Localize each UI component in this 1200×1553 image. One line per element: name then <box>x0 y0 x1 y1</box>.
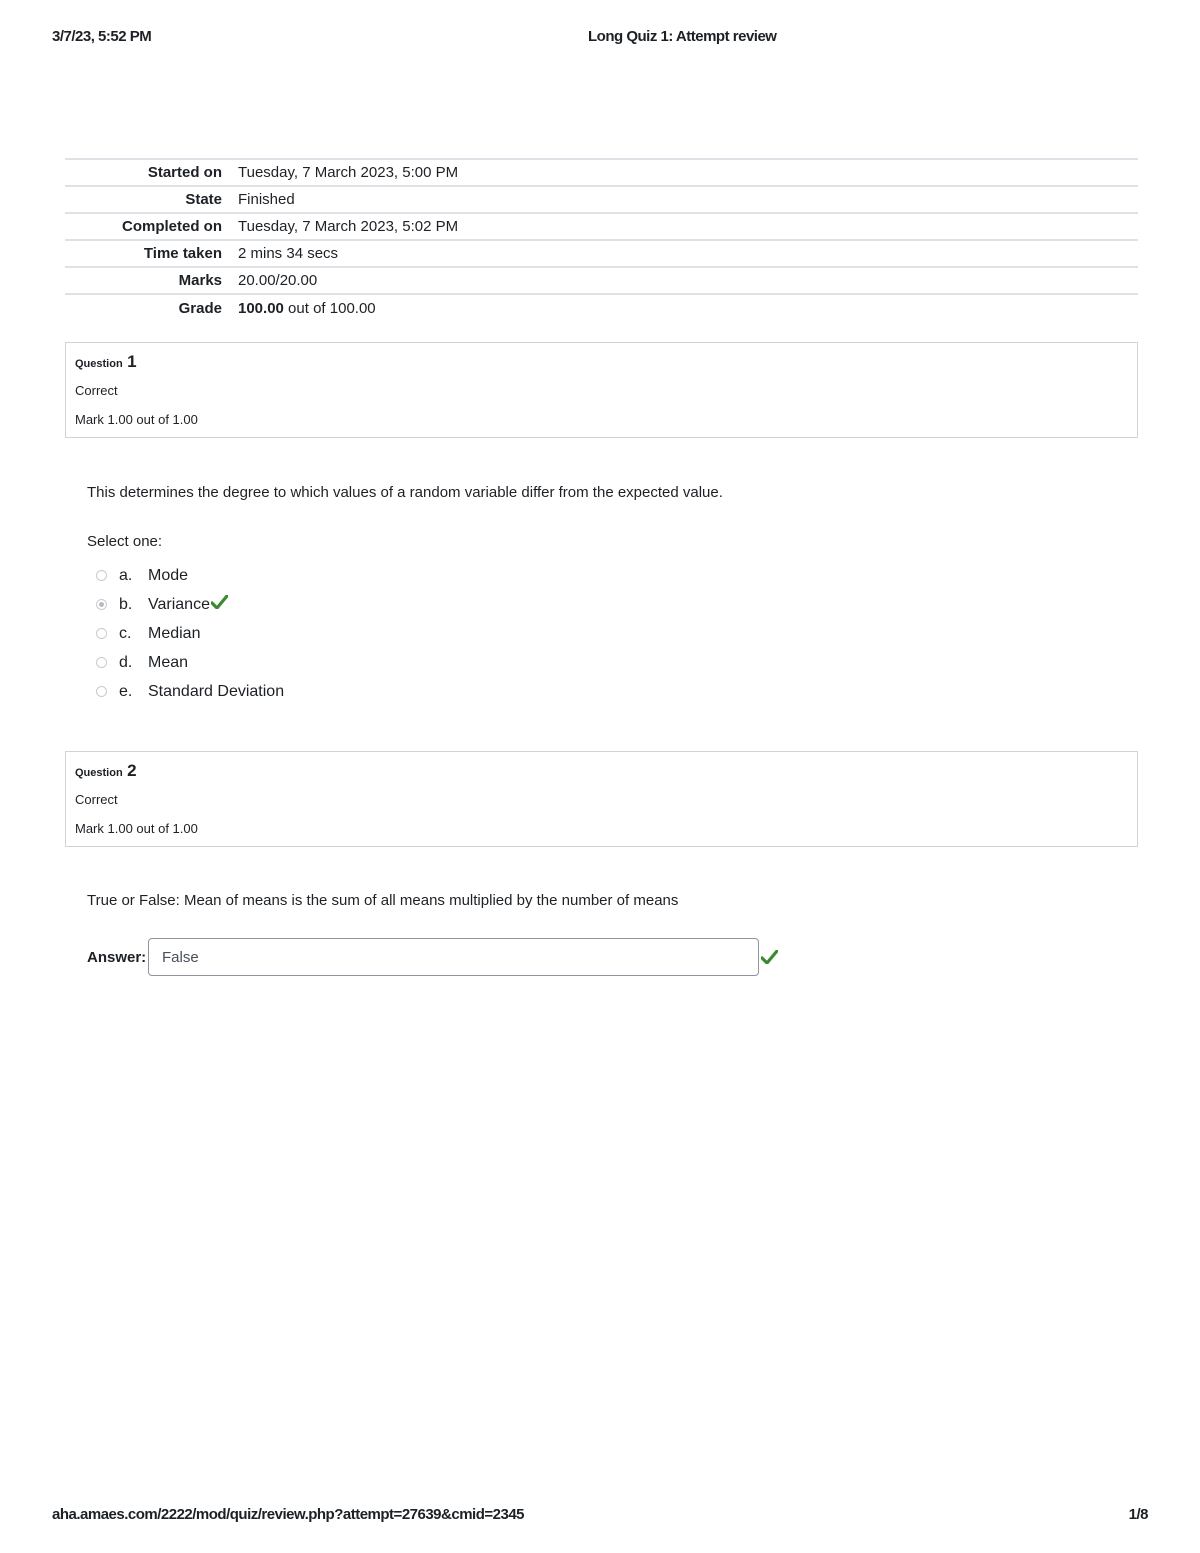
summary-row-marks <box>65 267 1138 294</box>
question-number <box>75 352 137 372</box>
summary-row-started <box>65 159 1138 186</box>
summary-value: 20.00/20.00 <box>238 272 318 289</box>
option-letter: d. <box>119 653 133 671</box>
select-one-prompt: Select one: <box>87 533 163 550</box>
summary-value: 2 mins 34 secs <box>238 245 339 262</box>
question-label: Question <box>75 767 123 779</box>
option-e[interactable] <box>96 677 284 706</box>
summary-value: Tuesday, 7 March 2023, 5:00 PM <box>238 164 459 181</box>
radio-button[interactable] <box>96 657 107 668</box>
question-text-2: True or False: Mean of means is the sum of all means multiplied by the number of means <box>87 892 679 909</box>
attempt-summary-table <box>65 158 1138 321</box>
option-d[interactable] <box>96 648 284 677</box>
option-text: Variance <box>148 595 210 613</box>
check-icon <box>761 950 778 964</box>
option-b[interactable] <box>96 590 284 619</box>
radio-button[interactable] <box>96 628 107 639</box>
radio-button[interactable] <box>96 570 107 581</box>
radio-button[interactable] <box>96 686 107 697</box>
question-mark: Mark 1.00 out of 1.00 <box>75 821 198 836</box>
print-header <box>52 28 1148 48</box>
summary-label: Time taken <box>143 245 222 262</box>
answer-input[interactable] <box>148 938 759 976</box>
summary-value: Finished <box>238 191 295 208</box>
summary-label: State <box>185 191 222 208</box>
answer-label: Answer: <box>87 949 147 966</box>
summary-row-grade <box>65 294 1138 321</box>
option-letter: a. <box>119 566 133 584</box>
summary-label: Started on <box>147 164 222 181</box>
question-num: 1 <box>127 352 137 371</box>
page-number: 1/8 <box>1128 1506 1148 1523</box>
radio-button-selected[interactable] <box>96 599 107 610</box>
question-mark: Mark 1.00 out of 1.00 <box>75 412 198 427</box>
print-footer <box>52 1506 1148 1526</box>
question-num: 2 <box>127 761 137 780</box>
option-c[interactable] <box>96 619 284 648</box>
grade-out-of: out of 100.00 <box>283 299 376 317</box>
print-date: 3/7/23, 5:52 PM <box>52 28 152 45</box>
answer-options <box>96 561 284 706</box>
question-state: Correct <box>75 383 118 398</box>
summary-value <box>236 294 1138 321</box>
option-letter: b. <box>119 595 133 613</box>
summary-label: Grade <box>178 299 222 317</box>
option-text: Mean <box>148 653 189 671</box>
print-title: Long Quiz 1: Attempt review <box>588 28 777 45</box>
grade-score: 100.00 <box>238 299 284 317</box>
summary-label: Completed on <box>122 218 222 235</box>
question-info-1 <box>65 342 1138 438</box>
option-letter: e. <box>119 682 133 700</box>
question-label: Question <box>75 358 123 370</box>
question-state: Correct <box>75 792 118 807</box>
option-text: Standard Deviation <box>148 682 285 700</box>
summary-row-state <box>65 186 1138 213</box>
summary-value: Tuesday, 7 March 2023, 5:02 PM <box>238 218 459 235</box>
option-text: Median <box>148 624 201 642</box>
print-url: aha.amaes.com/2222/mod/quiz/review.php?attempt=27639&cmid=2345 <box>52 1506 524 1523</box>
question-text-1: This determines the degree to which values of a random variable differ from the expected value. <box>87 484 723 501</box>
question-info-2 <box>65 751 1138 847</box>
option-text: Mode <box>148 566 189 584</box>
summary-row-completed <box>65 213 1138 240</box>
summary-row-time-taken <box>65 240 1138 267</box>
summary-label: Marks <box>178 272 222 289</box>
check-icon <box>211 595 228 609</box>
question-number <box>75 761 137 781</box>
option-letter: c. <box>119 624 132 642</box>
option-a[interactable] <box>96 561 284 590</box>
